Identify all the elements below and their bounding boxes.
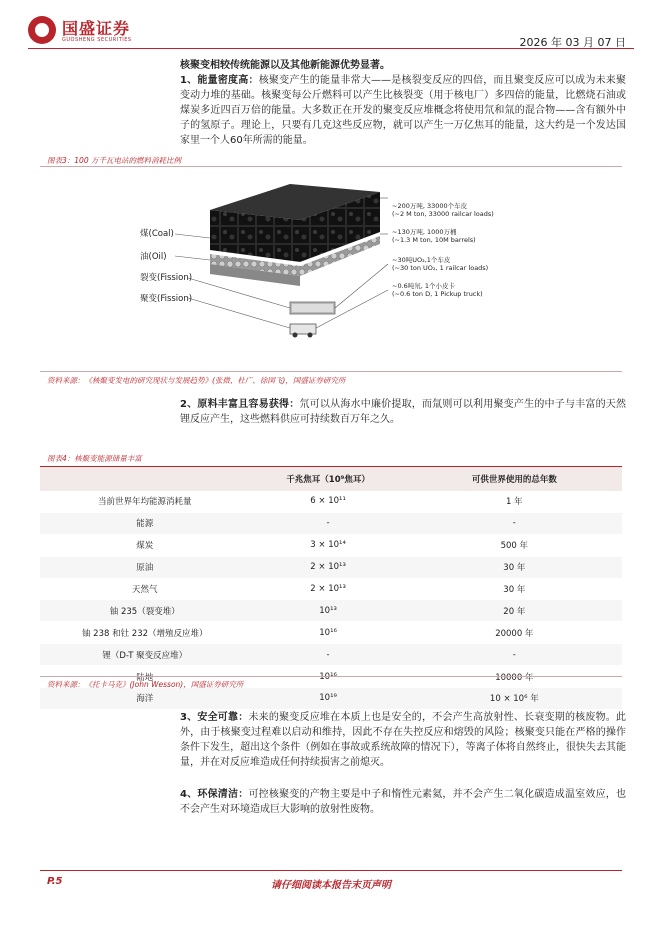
- table-cell: 10 × 10⁶ 年: [407, 688, 622, 710]
- table-cell: 10¹⁶: [250, 622, 407, 644]
- table-row: [40, 491, 622, 512]
- table-row: [40, 556, 622, 578]
- table-cell: -: [250, 644, 407, 666]
- table-cell: 铀 238 和钍 232（增殖反应堆）: [40, 622, 250, 644]
- fusion-label: 聚变(Fission): [140, 294, 193, 304]
- figure-top-rule: [40, 166, 622, 167]
- table-cell: 500 年: [407, 534, 622, 556]
- table-4-label: 图表4：核聚变能源储量丰富: [47, 454, 142, 463]
- logo-subtext: GUOSHENG SECURITIES: [62, 37, 132, 43]
- logo-mark-icon: [28, 16, 56, 44]
- table-row: [40, 622, 622, 644]
- paragraph-clean: [180, 787, 626, 817]
- table-cell: 6 × 10¹¹: [250, 491, 407, 512]
- table-cell: 天然气: [40, 578, 250, 600]
- footer-disclaimer: 请仔细阅读本报告末页声明: [271, 880, 391, 891]
- intro-lead: 核聚变相较传统能源以及其他新能源优势显著。: [180, 60, 390, 71]
- table-cell: 煤炭: [40, 534, 250, 556]
- company-logo: [28, 16, 188, 48]
- table-cell: -: [407, 644, 622, 666]
- table-cell: 能源: [40, 512, 250, 534]
- table-cell: 陆地: [40, 666, 250, 688]
- table-cell: 30 年: [407, 578, 622, 600]
- footer-divider: [40, 870, 622, 871]
- table-cell: 2 × 10¹³: [250, 556, 407, 578]
- table-cell: 30 年: [407, 556, 622, 578]
- table-row: [40, 600, 622, 622]
- logo-text: 国盛证券: [62, 19, 131, 38]
- table-cell: 铀 235（裂变堆）: [40, 600, 250, 622]
- coal-label: 煤(Coal): [140, 229, 174, 239]
- figure-3-source: 资料来源：《核聚变发电的研究现状与发展趋势》(张微、杜广、徐国飞)，国盛证券研究所: [47, 376, 346, 385]
- energy-reserve-table: [40, 466, 622, 710]
- table-cell: 10000 年: [407, 666, 622, 688]
- table-cell: 当前世界年均能源消耗量: [40, 491, 250, 512]
- page-number: P.5: [47, 876, 63, 887]
- table-cell: 10¹³: [250, 600, 407, 622]
- table-cell: -: [250, 512, 407, 534]
- paragraph-body: 氘可以从海水中廉价提取，而氚则可以利用聚变产生的中子与丰富的天然锂反应产生，这些燃料供应可持续数百万年之久。: [180, 399, 626, 425]
- table-row: [40, 644, 622, 666]
- table-cell: 1 年: [407, 491, 622, 512]
- oil-label: 油(Oil): [140, 252, 167, 262]
- fission-label: 裂变(Fission): [140, 273, 193, 283]
- paragraph-safety: [180, 710, 626, 770]
- paragraph-title: 2、原料丰富且容易获得：: [180, 399, 300, 410]
- paragraph-body: 未来的聚变反应堆在本质上也是安全的，不会产生高放射性、长衰变期的核废物。此外，由于核聚变过程难以启动和维持，因此不存在失控反应和熔毁的风险；核聚变只能在严格的操作条件下发生，超出这个条件（例如在事故或系统故障的情况下），等离子体将自然终止，很快失去其能量，并在对反应堆造成任何持续损害之前熄灭。: [180, 712, 626, 768]
- table-cell: 原油: [40, 556, 250, 578]
- table-cell: 20000 年: [407, 622, 622, 644]
- table-header-row: [40, 467, 622, 492]
- column-header: 千兆焦耳（10⁹焦耳）: [250, 467, 407, 492]
- column-header: [40, 467, 250, 492]
- header-divider: [28, 48, 634, 49]
- table-cell: 10¹⁹: [250, 688, 407, 710]
- table-cell: 锂（D-T 聚变反应堆）: [40, 644, 250, 666]
- table-row: [40, 534, 622, 556]
- table-row: [40, 578, 622, 600]
- paragraph-title: 1、能量密度高：: [180, 75, 259, 86]
- fission-note: ~30吨UO₂,1个车皮 (~30 ton UO₂, 1 railcar loads): [392, 256, 489, 272]
- table-bottom-rule: [40, 676, 622, 677]
- table-row: [40, 688, 622, 710]
- column-header: 可供世界使用的总年数: [407, 467, 622, 492]
- paragraph-body: 可控核聚变的产物主要是中子和惰性元素氦，并不会产生二氧化碳造成温室效应，也不会产生对环境造成巨大影响的放射性废物。: [180, 789, 626, 815]
- paragraph-title: 4、环保清洁：: [180, 789, 249, 800]
- table-cell: 海洋: [40, 688, 250, 710]
- fuel-comparison-illustration: [130, 172, 530, 367]
- table-cell: -: [407, 512, 622, 534]
- figure-bottom-rule: [40, 371, 622, 372]
- figure-3-label: 图表3：100 万千瓦电站的燃料消耗比例: [47, 156, 181, 165]
- table-cell: 2 × 10¹³: [250, 578, 407, 600]
- report-date: 2026 年 03 月 07 日: [519, 36, 626, 49]
- paragraph-raw-material: [180, 397, 626, 427]
- table-cell: 3 × 10¹⁴: [250, 534, 407, 556]
- paragraph-energy-density: [180, 73, 626, 148]
- table-cell: 10¹⁶: [250, 666, 407, 688]
- table-4-source: 资料来源：《托卡马克》(John Wesson)，国盛证券研究所: [47, 680, 244, 689]
- fusion-note: ~0.6吨氘, 1个小皮卡 (~0.6 ton D, 1 Pickup truck): [392, 282, 483, 298]
- table-row: [40, 512, 622, 534]
- coal-note: ~200万吨, 33000个车皮 (~2 M ton, 33000 railcar loads): [392, 202, 494, 218]
- table-cell: 20 年: [407, 600, 622, 622]
- paragraph-body: 核聚变产生的能量非常大——是核裂变反应的四倍，而且聚变反应可以成为未来聚变动力堆的基础。核聚变每公斤燃料可以产生比核裂变（用于核电厂）多四倍的能量，比燃烧石油或煤炭多近四百万倍的能量。大多数正在开发的聚变反应堆概念将使用氘和氚的混合物——含有额外中子的氢原子。理论上，只要有几克这些反应物，就可以产生一万亿焦耳的能量，这大约是一个发达国家里一个人60年所需的能量。: [180, 75, 626, 146]
- paragraph-title: 3、安全可靠：: [180, 712, 249, 723]
- oil-note: ~130万吨, 1000万桶 (~1.3 M ton, 10M barrels): [392, 228, 476, 244]
